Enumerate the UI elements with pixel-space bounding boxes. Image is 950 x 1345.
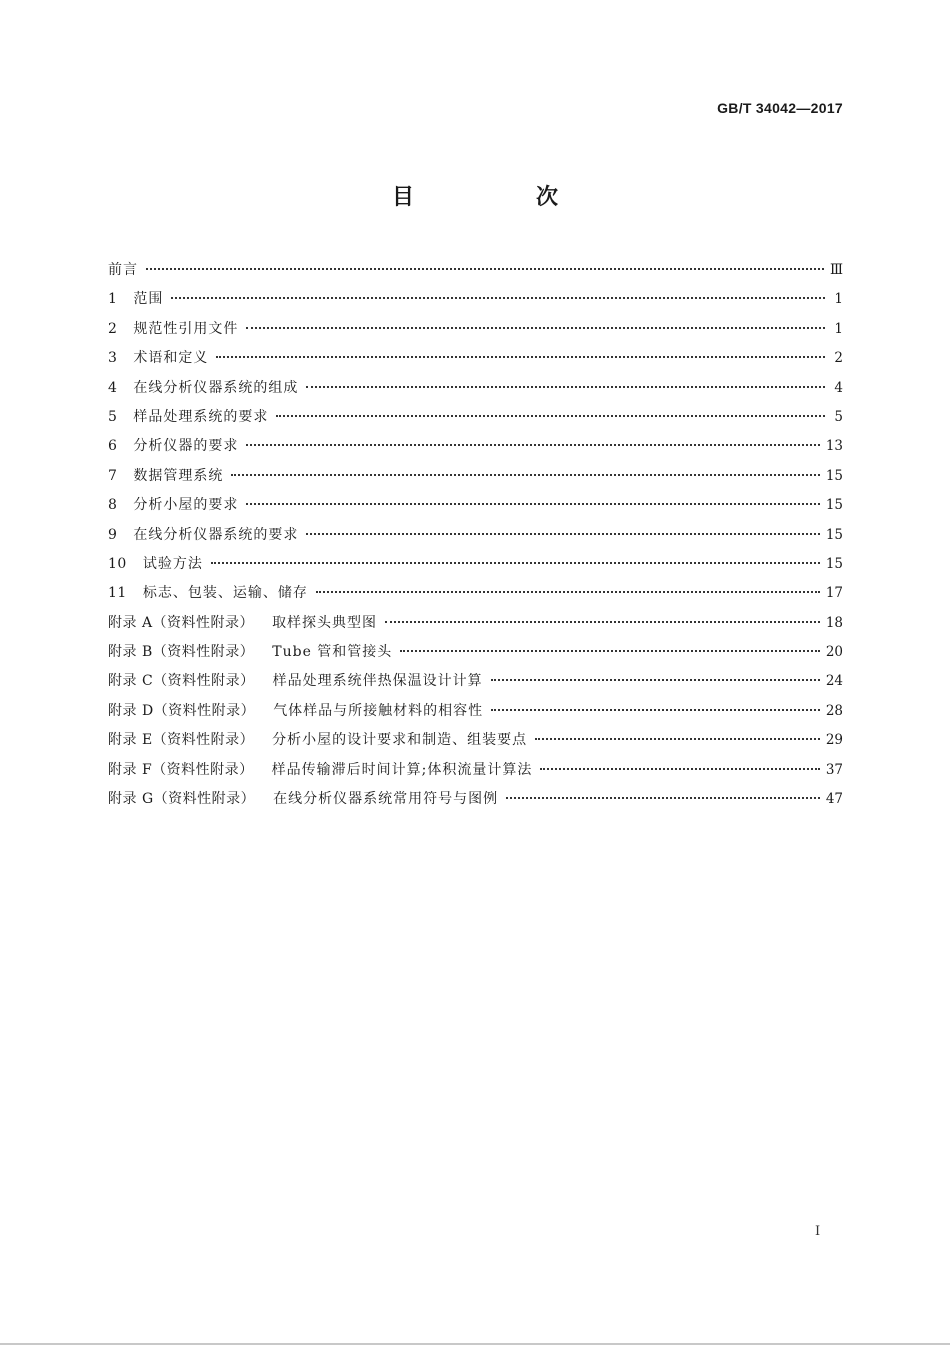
toc-entry-page: 5	[834, 408, 843, 425]
toc-entry-label	[108, 462, 223, 491]
toc-entry[interactable]	[108, 579, 843, 608]
toc-entry-title: 数据管理系统	[133, 467, 224, 484]
toc-entry[interactable]	[108, 285, 843, 314]
toc-entry-label	[108, 256, 138, 285]
toc-entry-number: 4	[108, 379, 118, 396]
toc-entry-number: 3	[108, 350, 118, 367]
toc-entry-label	[108, 374, 298, 403]
toc-dot-leader	[491, 679, 820, 681]
toc-dot-leader	[211, 562, 820, 564]
toc-dot-leader	[246, 444, 819, 446]
toc-entry[interactable]	[108, 432, 843, 461]
toc-dot-leader	[171, 297, 825, 299]
toc-entry[interactable]	[108, 756, 843, 785]
toc-entry-page: 29	[825, 732, 843, 749]
toc-entry-title: 规范性引用文件	[133, 320, 239, 337]
toc-entry[interactable]	[108, 462, 843, 491]
toc-entry[interactable]	[108, 521, 843, 550]
toc-entry-title: 分析仪器的要求	[133, 438, 239, 455]
toc-entry-number: 6	[108, 438, 118, 455]
toc-entry-page: 2	[834, 350, 843, 367]
toc-entry[interactable]	[108, 374, 843, 403]
toc-entry-label	[108, 785, 498, 814]
toc-entry-number: 附录 E（资料性附录）	[108, 732, 255, 749]
toc-entry-title: 标志、包装、运输、储存	[142, 585, 308, 602]
standard-number: GB/T 34042—2017	[717, 100, 843, 116]
page-title: 目 次	[391, 185, 608, 210]
toc-entry-label	[108, 315, 238, 344]
toc-dot-leader	[316, 591, 820, 593]
toc-entry[interactable]	[108, 315, 843, 344]
toc-dot-leader	[491, 709, 820, 711]
toc-entry-number: 附录 C（资料性附录）	[108, 673, 255, 690]
toc-dot-leader	[540, 768, 819, 770]
toc-entry-page: 28	[825, 702, 843, 719]
toc-entry-number: 11	[108, 585, 127, 602]
toc-entry-title: 气体样品与所接触材料的相容性	[273, 702, 484, 719]
toc-entry[interactable]	[108, 344, 843, 373]
page-number: I	[815, 1224, 821, 1239]
toc-entry-title: 在线分析仪器系统常用符号与图例	[273, 791, 499, 808]
toc-entry-number: 附录 G（资料性附录）	[108, 791, 256, 808]
toc-entry[interactable]	[108, 609, 843, 638]
toc-entry-title: 样品处理系统伴热保温设计计算	[272, 673, 483, 690]
toc-entry[interactable]	[108, 726, 843, 755]
toc-entry-page: 1	[834, 291, 843, 308]
toc-entry-label	[108, 667, 483, 696]
toc-entry-number: 2	[108, 320, 118, 337]
toc-dot-leader	[246, 327, 825, 329]
toc-entry[interactable]	[108, 403, 843, 432]
toc-entry-title: 分析小屋的要求	[133, 497, 239, 514]
toc-entry-title: Tube 管和管接头	[272, 644, 393, 661]
toc-entry-label	[108, 609, 377, 638]
toc-dot-leader	[506, 797, 820, 799]
toc-entry[interactable]	[108, 785, 843, 814]
toc-entry-page: 20	[825, 644, 843, 661]
toc-entry-label	[108, 579, 308, 608]
toc-entry-label	[108, 756, 532, 785]
toc-entry-page: 17	[825, 585, 843, 602]
toc-dot-leader	[276, 415, 825, 417]
toc-dot-leader	[246, 503, 819, 505]
toc-dot-leader	[306, 386, 825, 388]
toc-entry-number: 10	[108, 555, 127, 572]
toc-dot-leader	[306, 533, 819, 535]
toc-entry-page: 15	[825, 497, 843, 514]
toc-entry-page: 15	[825, 467, 843, 484]
toc-entry-page: 1	[834, 320, 843, 337]
toc-entry-title: 术语和定义	[133, 350, 209, 367]
toc-entry-number: 5	[108, 408, 118, 425]
toc-entry-title: 范围	[133, 291, 164, 308]
toc-dot-leader	[216, 356, 825, 358]
toc-dot-leader	[400, 650, 820, 652]
toc-dot-leader	[385, 621, 820, 623]
toc-entry-label	[108, 344, 208, 373]
toc-entry-label	[108, 726, 527, 755]
toc-entry-label	[108, 403, 268, 432]
toc-entry-number: 附录 D（资料性附录）	[108, 702, 256, 719]
toc-entry-page: 15	[825, 555, 843, 572]
toc-dot-leader	[146, 268, 824, 270]
toc-entry-title: 前言	[108, 262, 138, 278]
toc-entry-page: 15	[825, 526, 843, 543]
toc-dot-leader	[535, 738, 820, 740]
toc-entry[interactable]	[108, 491, 843, 520]
toc-dot-leader	[231, 474, 819, 476]
toc-entry-label	[108, 432, 238, 461]
toc-entry[interactable]	[108, 638, 843, 667]
toc-entry-number: 附录 B（资料性附录）	[108, 644, 255, 661]
toc-entry-page: 18	[825, 614, 843, 631]
toc-entry-title: 在线分析仪器系统的要求	[133, 526, 299, 543]
toc-entry-label	[108, 521, 298, 550]
toc-entry-page: 47	[825, 791, 843, 808]
toc-entry-label	[108, 285, 163, 314]
toc-entry-title: 取样探头典型图	[272, 614, 378, 631]
toc-entry-number: 7	[108, 467, 118, 484]
toc-entry-page: 24	[825, 673, 843, 690]
table-of-contents	[108, 256, 843, 814]
toc-entry[interactable]	[108, 667, 843, 696]
toc-entry-title: 在线分析仪器系统的组成	[133, 379, 299, 396]
toc-entry-page: Ⅲ	[829, 262, 843, 278]
toc-entry-page: 4	[834, 379, 843, 396]
toc-entry-title: 分析小屋的设计要求和制造、组装要点	[272, 732, 528, 749]
toc-entry-title: 样品处理系统的要求	[133, 408, 269, 425]
toc-entry-title: 样品传输滞后时间计算;体积流量计算法	[271, 761, 533, 778]
toc-entry[interactable]	[108, 550, 843, 579]
toc-entry-number: 8	[108, 497, 118, 514]
toc-entry-page: 13	[825, 438, 843, 455]
toc-entry-label	[108, 697, 483, 726]
toc-entry-label	[108, 491, 238, 520]
toc-entry-title: 试验方法	[142, 555, 203, 572]
toc-entry[interactable]	[108, 697, 843, 726]
toc-entry-number: 附录 F（资料性附录）	[108, 761, 254, 778]
toc-entry-label	[108, 638, 392, 667]
toc-entry-page: 37	[825, 761, 843, 778]
toc-entry-number: 附录 A（资料性附录）	[108, 614, 255, 631]
toc-entry-label	[108, 550, 203, 579]
toc-entry[interactable]	[108, 256, 843, 285]
toc-entry-number: 9	[108, 526, 118, 543]
toc-entry-number: 1	[108, 291, 118, 308]
